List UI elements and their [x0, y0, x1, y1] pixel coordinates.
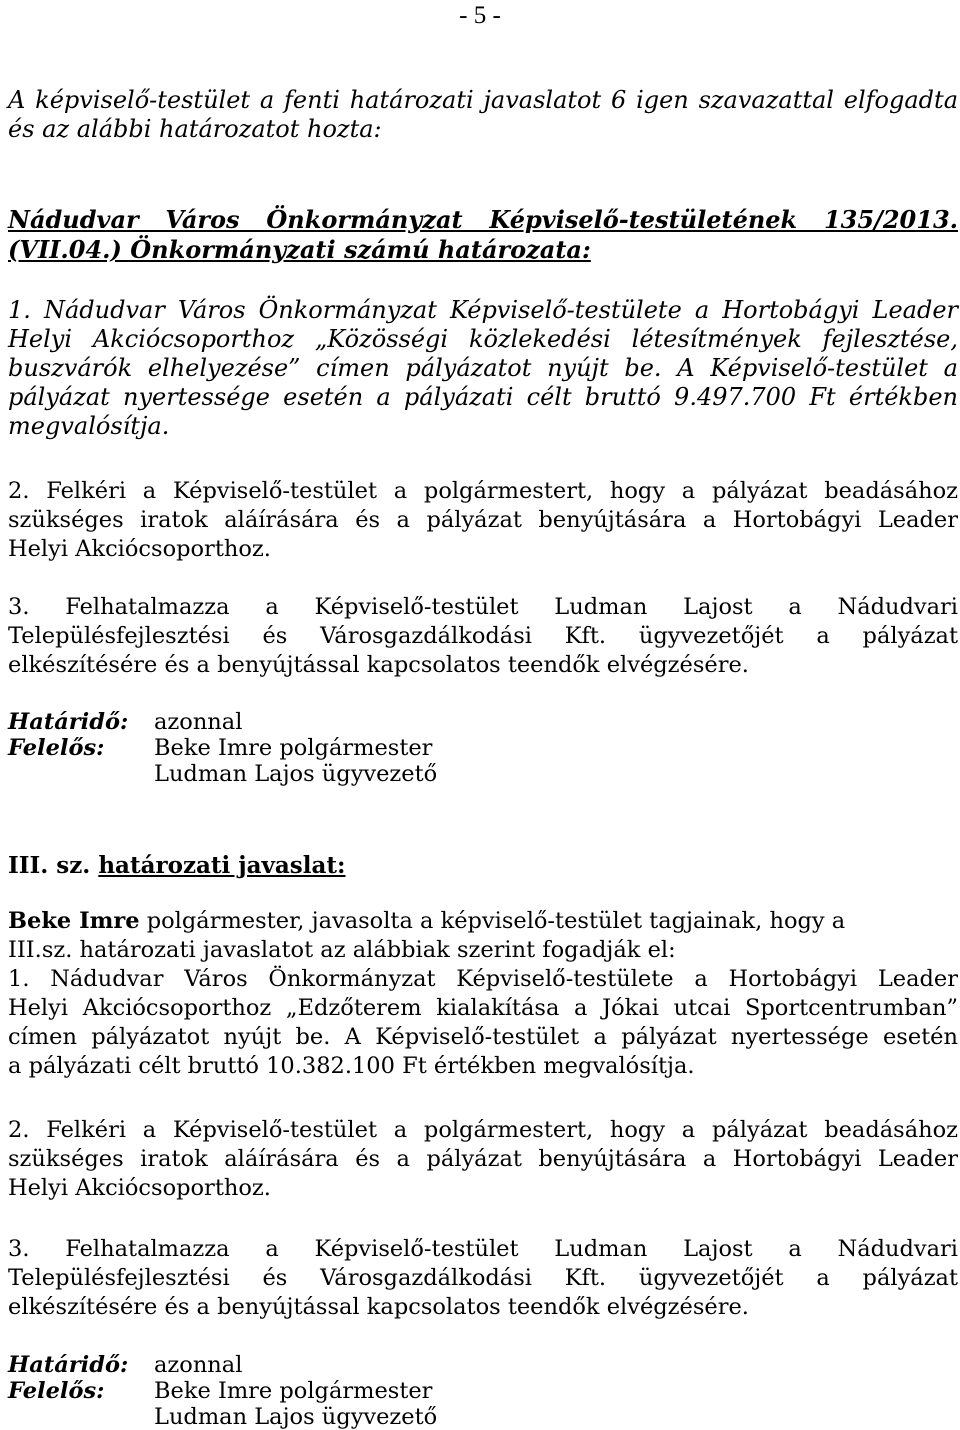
proposal-title: határozati javaslat: — [98, 852, 346, 879]
proposal-point-2 — [8, 1116, 958, 1203]
deadline-value: azonnal — [154, 709, 243, 735]
text-line: 3. Felhatalmazza a Képviselő-testület Ludman Lajost a Nádudvari — [8, 1236, 958, 1262]
text-line: Településfejlesztési és Városgazdálkodási Kft. ügyvezetőjét a pályázat — [8, 623, 958, 649]
resolution-point-3 — [8, 593, 958, 680]
deadline-label: Határidő: — [8, 709, 129, 735]
text-line: polgármester, javasolta a képviselő-testület tagjainak, hogy a — [139, 908, 846, 934]
proposal-heading — [8, 852, 958, 880]
text-line: Helyi Akciócsoporthoz. — [8, 536, 271, 562]
text-line: Településfejlesztési és Városgazdálkodási Kft. ügyvezetőjét a pályázat — [8, 1265, 958, 1291]
resolution-point-1 — [8, 296, 958, 441]
proposal-point-3 — [8, 1235, 958, 1322]
resolution-title-line: Nádudvar Város Önkormányzat Képviselő-testületének 135/2013. — [8, 205, 958, 234]
text-line: elkészítésére és a benyújtással kapcsolatos teendők elvégzésére. — [8, 652, 749, 678]
deadline-label: Határidő: — [8, 1352, 129, 1378]
proposer-name: Beke Imre — [8, 908, 140, 934]
resolution-point-2 — [8, 477, 958, 564]
text-line: 2. Felkéri a Képviselő-testület a polgármestert, hogy a pályázat beadásához — [8, 478, 958, 504]
text-line: 2. Felkéri a Képviselő-testület a polgármestert, hogy a pályázat beadásához — [8, 1117, 958, 1143]
proposal-number: III. sz. — [8, 852, 91, 879]
responsible-label: Felelős: — [8, 735, 105, 761]
signoff-block-2 — [8, 1352, 958, 1430]
text-line: Helyi Akciócsoporthoz „Edzőterem kialakítása a Jókai utcai Sportcentrumban” — [8, 995, 958, 1021]
responsible-name: Beke Imre polgármester — [154, 1378, 433, 1404]
text-line: 1. Nádudvar Város Önkormányzat Képviselő-testülete a Hortobágyi Leader — [8, 296, 958, 324]
text-line: 3. Felhatalmazza a Képviselő-testület Ludman Lajost a Nádudvari — [8, 594, 958, 620]
text-line: Helyi Akciócsoporthoz „Közösségi közlekedési létesítmények fejlesztése, — [8, 325, 958, 353]
text-line: Helyi Akciócsoporthoz. — [8, 1175, 271, 1201]
text-line: III.sz. határozati javaslatot az alábbiak szerint fogadják el: — [8, 937, 676, 963]
text-line: a pályázati célt bruttó 10.382.100 Ft értékben megvalósítja. — [8, 1053, 695, 1079]
text-line: megvalósítja. — [8, 412, 170, 440]
intro-line: és az alábbi határozatot hozta: — [8, 115, 382, 143]
resolution-title — [8, 205, 958, 265]
intro-line: A képviselő-testület a fenti határozati javaslatot 6 igen szavazattal elfogadta — [8, 86, 958, 114]
text-line: elkészítésére és a benyújtással kapcsolatos teendők elvégzésére. — [8, 1294, 749, 1320]
text-line: címen pályázatot nyújt be. A Képviselő-testület a pályázat nyertessége esetén — [8, 1024, 958, 1050]
deadline-value: azonnal — [154, 1352, 243, 1378]
page-number: - 5 - — [459, 2, 501, 29]
text-line: buszvárók elhelyezése” címen pályázatot nyújt be. A Képviselő-testület a — [8, 354, 958, 382]
signoff-block-1 — [8, 709, 958, 787]
proposal-intro — [8, 907, 958, 965]
text-line: szükséges iratok aláírására és a pályázat benyújtására a Hortobágyi Leader — [8, 507, 958, 533]
responsible-name: Ludman Lajos ügyvezető — [154, 1404, 438, 1430]
resolution-title-line: (VII.04.) Önkormányzati számú határozata: — [8, 235, 591, 264]
responsible-name: Beke Imre polgármester — [154, 735, 433, 761]
intro-paragraph — [8, 86, 958, 144]
proposal-point-1 — [8, 965, 958, 1081]
text-line: 1. Nádudvar Város Önkormányzat Képviselő-testülete a Hortobágyi Leader — [8, 966, 958, 992]
responsible-name: Ludman Lajos ügyvezető — [154, 761, 438, 787]
responsible-label: Felelős: — [8, 1378, 105, 1404]
text-line: pályázat nyertessége esetén a pályázati célt bruttó 9.497.700 Ft értékben — [8, 383, 958, 411]
text-line: szükséges iratok aláírására és a pályázat benyújtására a Hortobágyi Leader — [8, 1146, 958, 1172]
